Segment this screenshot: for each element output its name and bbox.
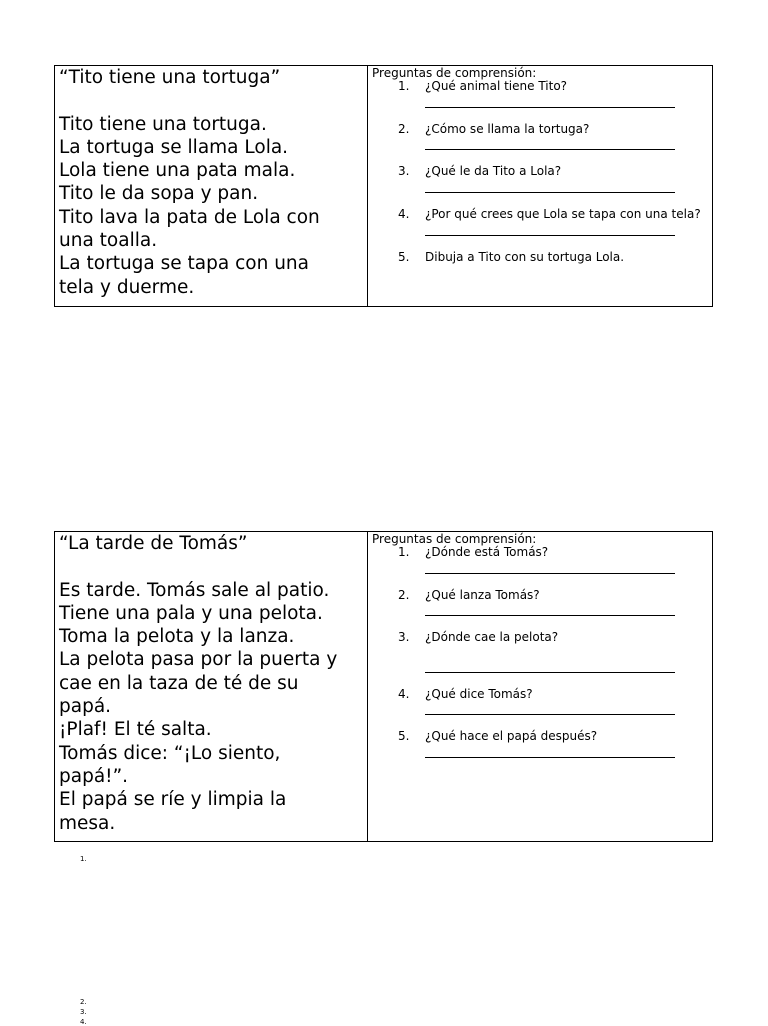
question-text: ¿Qué le da Tito a Lola? bbox=[425, 164, 562, 178]
story-title: “Tito tiene una tortuga” bbox=[59, 67, 281, 88]
answer-line[interactable] bbox=[425, 714, 675, 715]
worksheet-tomas bbox=[54, 531, 713, 842]
story-line: cae en la taza de té de su bbox=[59, 672, 299, 694]
story-panel bbox=[55, 66, 368, 306]
story-line: ¡Plaf! El té salta. bbox=[59, 719, 212, 741]
spacer bbox=[59, 555, 363, 578]
answer-line[interactable] bbox=[425, 672, 675, 673]
stray-number: 2. bbox=[80, 998, 87, 1006]
story-line: Tito tiene una tortuga. bbox=[59, 113, 267, 135]
spacer bbox=[59, 89, 363, 112]
answer-line[interactable] bbox=[425, 757, 675, 758]
question-text: ¿Cómo se llama la tortuga? bbox=[425, 122, 590, 136]
questions-heading: Preguntas de comprensión: bbox=[372, 532, 537, 546]
stray-number: 3. bbox=[80, 1008, 87, 1016]
story-line: papá!”. bbox=[59, 765, 129, 787]
worksheet-tito bbox=[54, 65, 713, 307]
story-line: Toma la pelota y la lanza. bbox=[59, 626, 295, 648]
answer-line[interactable] bbox=[425, 615, 675, 616]
story-line: Tito le da sopa y pan. bbox=[59, 183, 259, 205]
question-text: ¿Qué dice Tomás? bbox=[425, 687, 533, 701]
story-line: La pelota pasa por la puerta y bbox=[59, 649, 338, 671]
question-number: 4. bbox=[398, 207, 410, 221]
question-text: ¿Qué lanza Tomás? bbox=[425, 588, 540, 602]
story-line: papá. bbox=[59, 696, 112, 718]
answer-line[interactable] bbox=[425, 235, 675, 236]
questions-panel bbox=[368, 532, 712, 841]
stray-number: 4. bbox=[80, 1018, 87, 1026]
story-line: Tiene una pala y una pelota. bbox=[59, 602, 323, 624]
story-line: Tomás dice: “¡Lo siento, bbox=[59, 742, 281, 764]
story-line: mesa. bbox=[59, 812, 116, 834]
story-line: La tortuga se tapa con una bbox=[59, 253, 309, 275]
question-number: 2. bbox=[398, 588, 410, 602]
story-panel bbox=[55, 532, 368, 841]
story-line: El papá se ríe y limpia la bbox=[59, 789, 287, 811]
question-number: 5. bbox=[398, 729, 410, 743]
story-line: Lola tiene una pata mala. bbox=[59, 160, 296, 182]
question-text: Dibuja a Tito con su tortuga Lola. bbox=[425, 250, 625, 264]
story-line: Tito lava la pata de Lola con bbox=[59, 206, 320, 228]
answer-line[interactable] bbox=[425, 192, 675, 193]
story-line: La tortuga se llama Lola. bbox=[59, 136, 289, 158]
questions-heading: Preguntas de comprensión: bbox=[372, 66, 537, 80]
question-number: 4. bbox=[398, 687, 410, 701]
question-number: 3. bbox=[398, 630, 410, 644]
questions-panel bbox=[368, 66, 712, 306]
question-text: ¿Qué hace el papá después? bbox=[425, 729, 598, 743]
answer-line[interactable] bbox=[425, 107, 675, 108]
question-number: 2. bbox=[398, 122, 410, 136]
story-line: tela y duerme. bbox=[59, 276, 195, 298]
question-text: ¿Por qué crees que Lola se tapa con una tela? bbox=[425, 207, 701, 221]
story-title: “La tarde de Tomás” bbox=[59, 533, 248, 554]
stray-number: 1. bbox=[80, 855, 87, 863]
story-line: Es tarde. Tomás sale al patio. bbox=[59, 579, 330, 601]
answer-line[interactable] bbox=[425, 149, 675, 150]
answer-line[interactable] bbox=[425, 573, 675, 574]
question-number: 1. bbox=[398, 79, 410, 93]
story-line: una toalla. bbox=[59, 230, 158, 252]
question-text: ¿Dónde está Tomás? bbox=[425, 545, 549, 559]
question-text: ¿Dónde cae la pelota? bbox=[425, 630, 559, 644]
question-number: 1. bbox=[398, 545, 410, 559]
question-number: 3. bbox=[398, 164, 410, 178]
question-number: 5. bbox=[398, 250, 410, 264]
question-text: ¿Qué animal tiene Tito? bbox=[425, 79, 568, 93]
